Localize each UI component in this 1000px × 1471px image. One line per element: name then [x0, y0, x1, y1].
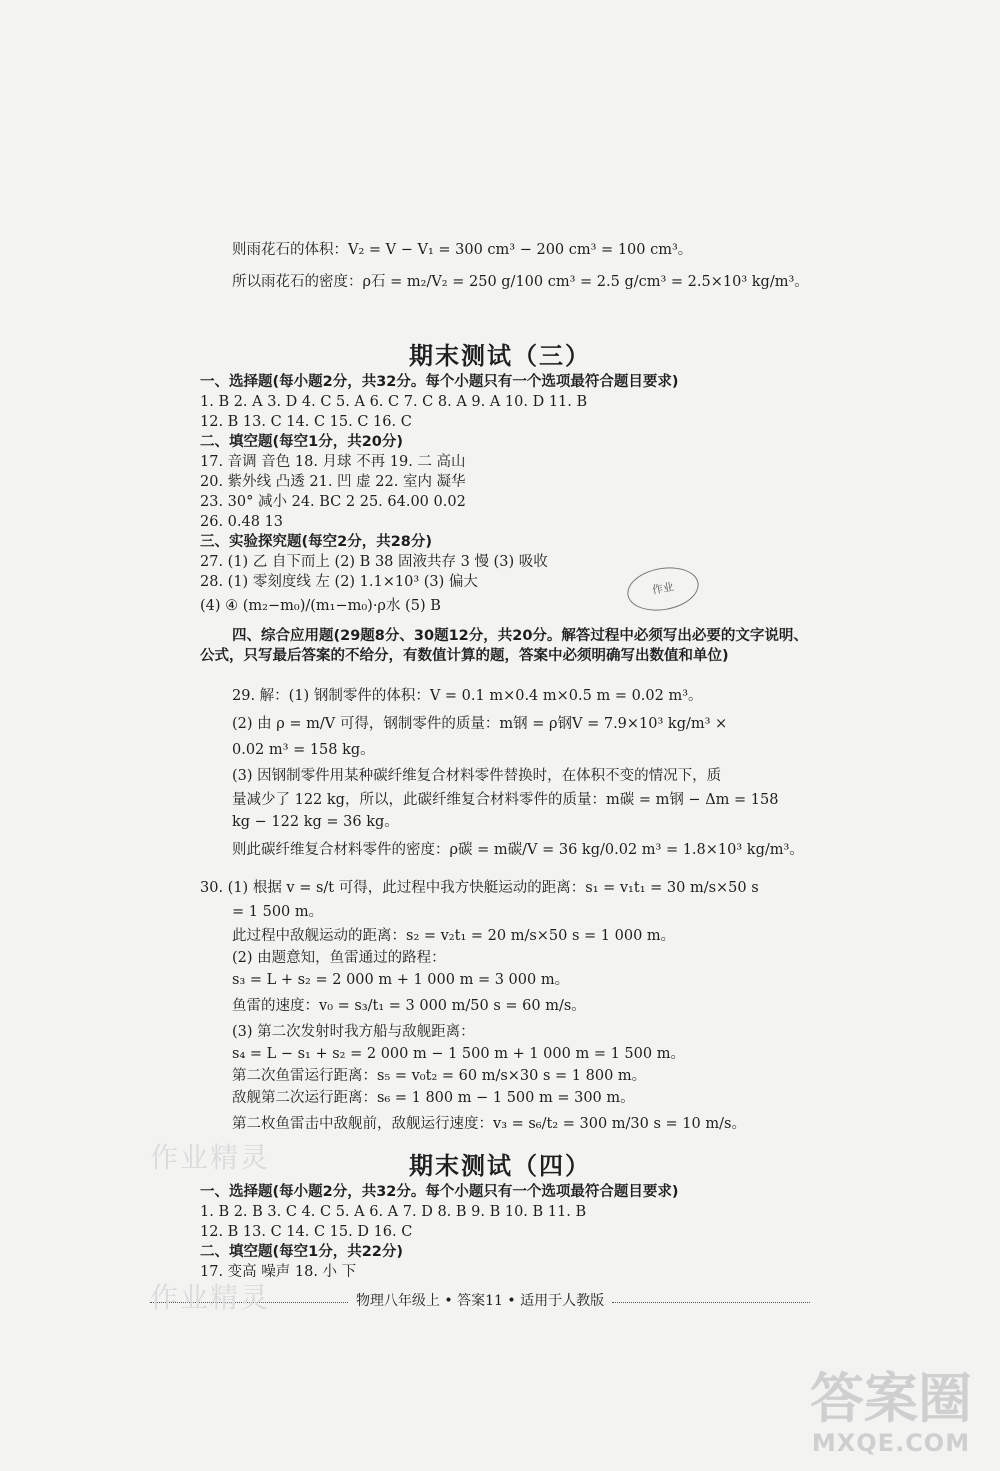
q30-line-8: s₄ = L − s₁ + s₂ = 2 000 m − 1 500 m + 1 000 m = 1 500 m。 — [232, 1046, 685, 1062]
q29-line-2: (2) 由 ρ = m/V 可得，钢制零件的质量：m钢 = ρ钢V = 7.9×10³ kg/m³ × — [232, 716, 728, 732]
q30-line-6: 鱼雷的速度：v₀ = s₃/t₁ = 3 000 m/50 s = 60 m/s。 — [232, 998, 586, 1014]
q29-line-5: 量减少了 122 kg，所以，此碳纤维复合材料零件的质量：m碳 = m钢 − Δm = 158 — [232, 792, 779, 808]
test3-choice-answers-2: 12. B 13. C 14. C 15. C 16. C — [200, 414, 412, 430]
test4-section-fill: 二、填空题(每空1分，共22分) — [200, 1244, 404, 1260]
test4-title: 期末测试（四） — [409, 1152, 591, 1180]
test3-exp-28-4: (4) ④ (m₂−m₀)/(m₁−m₀)·ρ水 (5) B — [200, 598, 441, 614]
q30-line-9: 第二次鱼雷运行距离：s₅ = v₀t₂ = 60 m/s×30 s = 1 800 m。 — [232, 1068, 647, 1084]
test3-exp-27: 27. (1) 乙 自下而上 (2) B 38 固液共存 3 慢 (3) 吸收 — [200, 554, 548, 570]
prev-volume-line: 则雨花石的体积：V₂ = V − V₁ = 300 cm³ − 200 cm³ = 100 cm³。 — [232, 242, 693, 258]
q29-line-6: kg − 122 kg = 36 kg。 — [232, 814, 399, 830]
handwritten-stamp: 作业 — [624, 562, 702, 616]
q29-line-1: 29. 解：(1) 钢制零件的体积：V = 0.1 m×0.4 m×0.5 m = 0.02 m³。 — [232, 688, 703, 704]
q30-line-3: 此过程中敌舰运动的距离：s₂ = v₂t₁ = 20 m/s×50 s = 1 000 m。 — [232, 928, 676, 944]
footer-text: 物理八年级上 • 答案11 • 适用于人教版 — [355, 1293, 605, 1309]
footer-dots-right — [612, 1302, 810, 1303]
test4-choice-answers-1: 1. B 2. B 3. C 4. C 5. A 6. A 7. D 8. B 9. B 10. B 11. B — [200, 1204, 587, 1220]
logo-domain: MXQE.COM — [811, 1429, 971, 1457]
q30-line-1: 30. (1) 根据 v = s/t 可得，此过程中我方快艇运动的距离：s₁ = v₁t₁ = 30 m/s×50 s — [200, 880, 759, 896]
test3-section-experiment: 三、实验探究题(每空2分，共28分) — [200, 534, 433, 550]
q30-line-5: s₃ = L + s₂ = 2 000 m + 1 000 m = 3 000 m。 — [232, 972, 570, 988]
test3-fill-1: 17. 音调 音色 18. 月球 不再 19. 二 高山 — [200, 454, 466, 470]
watermark-bottom: 作业精灵 — [150, 1281, 271, 1314]
test3-fill-4: 26. 0.48 13 — [200, 514, 284, 530]
q30-line-10: 敌舰第二次运行距离：s₆ = 1 800 m − 1 500 m = 300 m。 — [232, 1090, 635, 1106]
test3-exp-28: 28. (1) 零刻度线 左 (2) 1.1×10³ (3) 偏大 — [200, 574, 478, 590]
q30-line-7: (3) 第二次发射时我方船与敌舰距离： — [232, 1024, 475, 1040]
q30-line-4: (2) 由题意知，鱼雷通过的路程： — [232, 950, 446, 966]
q29-line-4: (3) 因钢制零件用某种碳纤维复合材料零件替换时，在体积不变的情况下，质 — [232, 768, 722, 784]
test3-section-applied: 四、综合应用题(29题8分、30题12分，共20分。解答过程中必须写出必要的文字说明、公式，只写最后答案的不给分，有数值计算的题，答案中必须明确写出数值和单位) — [200, 628, 808, 664]
test3-title: 期末测试（三） — [409, 342, 591, 370]
test4-section-choice: 一、选择题(每小题2分，共32分。每个小题只有一个选项最符合题目要求) — [200, 1184, 679, 1200]
q29-line-7: 则此碳纤维复合材料零件的密度：ρ碳 = m碳/V = 36 kg/0.02 m³ = 1.8×10³ kg/m³。 — [232, 842, 804, 858]
test4-choice-answers-2: 12. B 13. C 14. C 15. D 16. C — [200, 1224, 413, 1240]
test3-choice-answers-1: 1. B 2. A 3. D 4. C 5. A 6. C 7. C 8. A 9. A 10. D 11. B — [200, 394, 588, 410]
q30-line-2: = 1 500 m。 — [232, 904, 324, 920]
prev-density-line: 所以雨花石的密度：ρ石 = m₂/V₂ = 250 g/100 cm³ = 2.5 g/cm³ = 2.5×10³ kg/m³。 — [232, 274, 809, 290]
test4-fill-1: 17. 变高 噪声 18. 小 下 — [200, 1264, 357, 1280]
test3-fill-2: 20. 紫外线 凸透 21. 凹 虚 22. 室内 凝华 — [200, 474, 466, 490]
site-logo — [810, 1369, 972, 1457]
test3-fill-3: 23. 30° 减小 24. BC 2 25. 64.00 0.02 — [200, 494, 466, 510]
test3-section-choice: 一、选择题(每小题2分，共32分。每个小题只有一个选项最符合题目要求) — [200, 374, 679, 390]
logo-mark: 答案圈 — [810, 1367, 972, 1430]
test3-section-fill: 二、填空题(每空1分，共20分) — [200, 434, 404, 450]
q30-line-11: 第二枚鱼雷击中敌舰前，敌舰运行速度：v₃ = s₆/t₂ = 300 m/30 s = 10 m/s。 — [232, 1116, 746, 1132]
watermark-top: 作业精灵 — [150, 1141, 271, 1174]
q29-line-3: 0.02 m³ = 158 kg。 — [232, 742, 375, 758]
